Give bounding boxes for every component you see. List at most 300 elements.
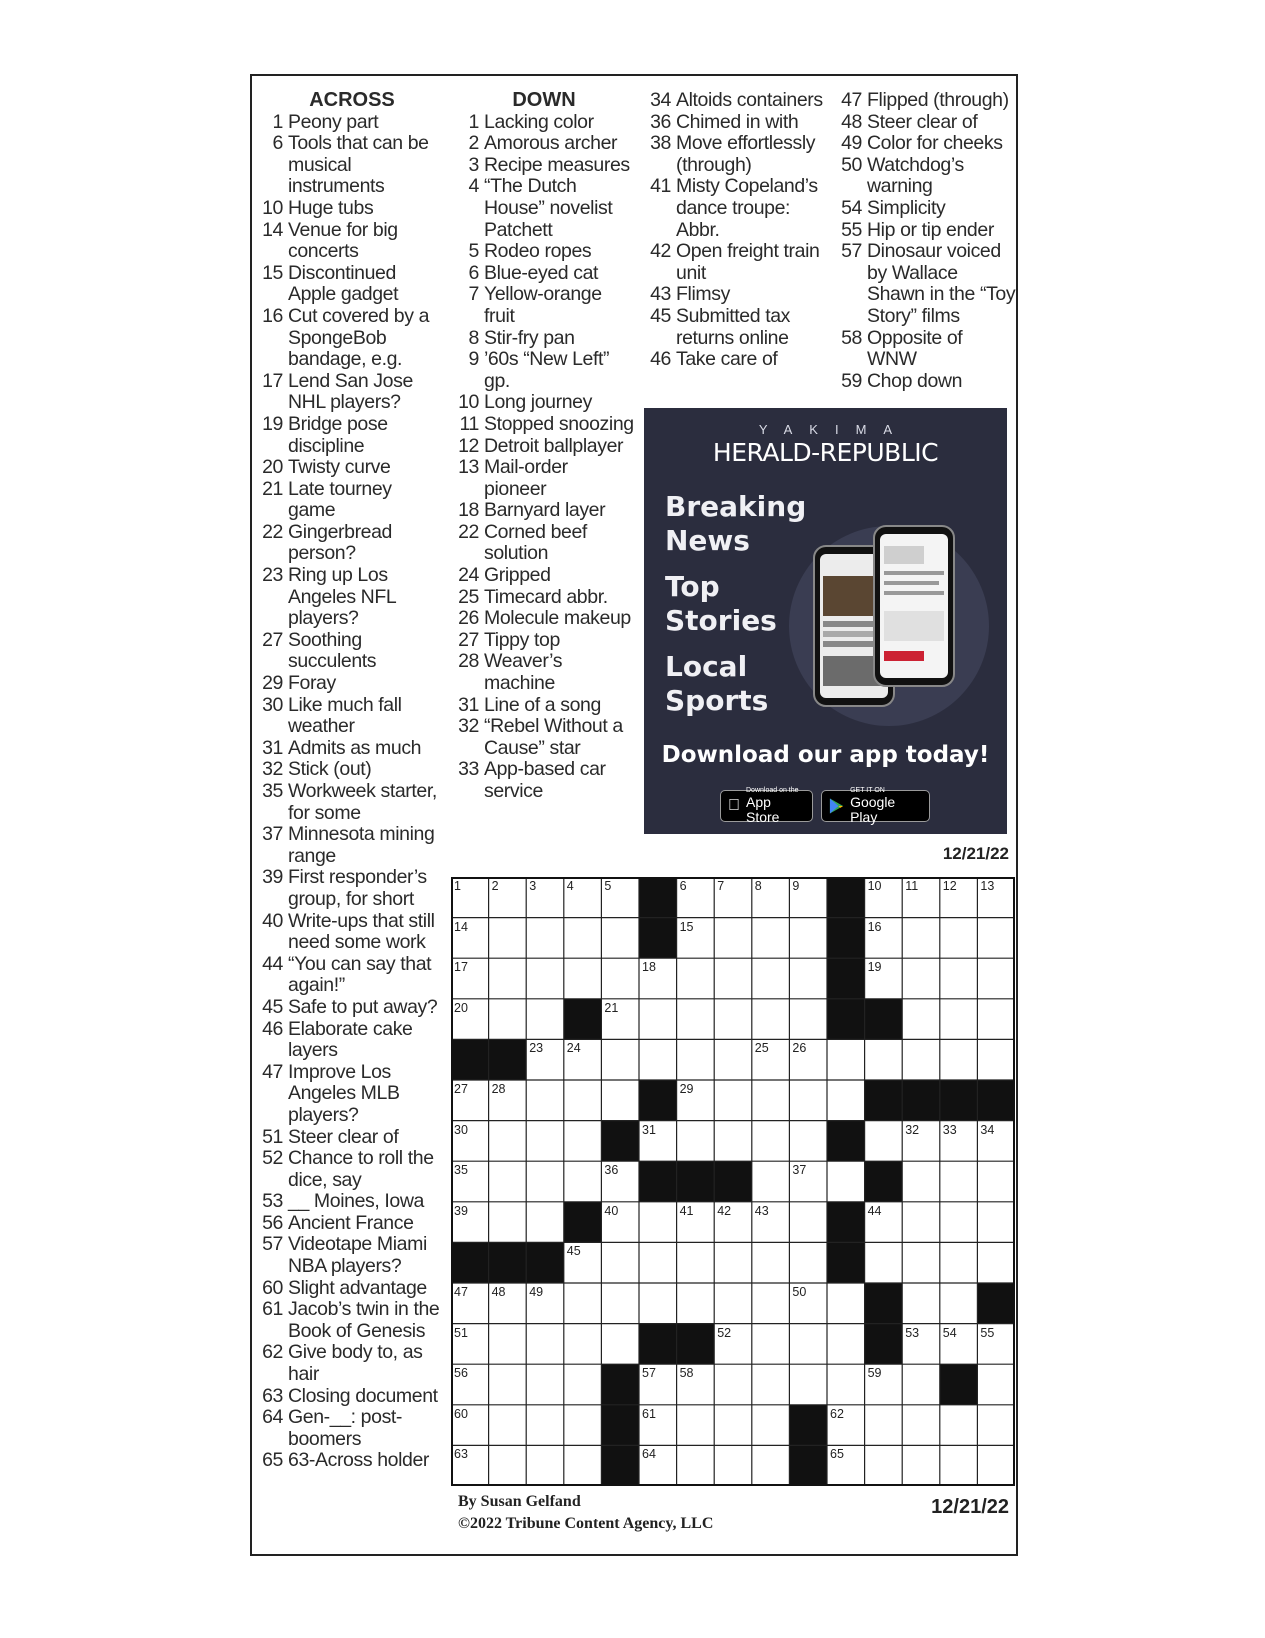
clue-item bbox=[261, 781, 443, 824]
clue-item bbox=[261, 1342, 443, 1385]
clue-item bbox=[453, 241, 635, 263]
clue-text: Yellow-orange fruit bbox=[484, 283, 602, 327]
clue-number: 5 bbox=[468, 240, 479, 263]
app-advertisement[interactable] bbox=[644, 408, 1007, 834]
cell-number: 37 bbox=[792, 1163, 807, 1178]
cell-number: 51 bbox=[454, 1325, 468, 1340]
clue-number: 49 bbox=[841, 132, 862, 155]
clue-item bbox=[645, 112, 835, 134]
clue-item bbox=[453, 155, 635, 177]
clue-text: Stick (out) bbox=[288, 758, 372, 781]
clue-text: Closing document bbox=[288, 1384, 438, 1407]
clue-number: 30 bbox=[262, 693, 283, 716]
clue-item bbox=[261, 1386, 443, 1408]
copyright: ©2022 Tribune Content Agency, LLC bbox=[458, 1515, 714, 1532]
clue-text: Detroit ballplayer bbox=[484, 434, 624, 457]
clue-item bbox=[261, 695, 443, 738]
clue-item bbox=[453, 414, 635, 436]
clue-item bbox=[645, 176, 835, 241]
cell-number: 3 bbox=[529, 879, 537, 893]
clue-number: 48 bbox=[841, 110, 862, 133]
clue-number: 47 bbox=[262, 1060, 283, 1083]
cell-number: 27 bbox=[454, 1082, 468, 1096]
cell-number: 6 bbox=[679, 879, 687, 893]
clue-item bbox=[261, 1278, 443, 1300]
clue-text: Minnesota mining range bbox=[288, 823, 435, 867]
clue-number: 50 bbox=[841, 153, 862, 176]
google-play-button[interactable] bbox=[821, 787, 930, 825]
clue-item bbox=[645, 90, 835, 112]
cell-number: 59 bbox=[867, 1366, 882, 1381]
clue-text: Color for cheeks bbox=[867, 132, 1003, 155]
clue-text: Lend San Jose NHL players? bbox=[288, 369, 413, 414]
cell-number: 50 bbox=[792, 1285, 807, 1299]
clue-text: Dinosaur voiced by Wallace Shawn in the “Toy Story” films bbox=[867, 240, 1016, 327]
clue-number: 34 bbox=[650, 89, 671, 111]
clue-number: 59 bbox=[841, 369, 862, 392]
clue-text: Stopped snoozing bbox=[484, 412, 634, 435]
clue-text: Lacking color bbox=[484, 110, 594, 133]
cell-number: 29 bbox=[679, 1082, 694, 1096]
ad-line-6: Sports bbox=[665, 684, 769, 717]
clue-number: 9 bbox=[468, 348, 479, 371]
clue-text: Soothing succulents bbox=[288, 628, 377, 673]
clue-text: Workweek starter, for some bbox=[288, 780, 437, 824]
clue-text: Huge tubs bbox=[288, 196, 374, 219]
clue-text: Steer clear of bbox=[288, 1125, 399, 1148]
clue-number: 22 bbox=[458, 520, 479, 543]
clue-item bbox=[645, 306, 835, 349]
brand-kicker: YAKIMA bbox=[758, 422, 910, 437]
cell-number: 13 bbox=[980, 879, 995, 893]
clue-item bbox=[453, 436, 635, 458]
across-header: ACROSS bbox=[309, 89, 395, 111]
cell-number: 35 bbox=[454, 1163, 468, 1178]
clue-item bbox=[836, 198, 1016, 220]
download-headline: Download our app today! bbox=[661, 742, 990, 768]
ad-line-2: News bbox=[665, 524, 750, 557]
cell-number: 49 bbox=[529, 1285, 544, 1299]
clue-text: Submitted tax returns online bbox=[676, 304, 791, 349]
clue-number: 57 bbox=[262, 1233, 283, 1256]
cell-number: 57 bbox=[642, 1366, 656, 1381]
clue-number: 65 bbox=[262, 1449, 283, 1472]
apple-icon bbox=[728, 797, 740, 815]
clue-item bbox=[261, 1234, 443, 1277]
clue-text: Open freight train unit bbox=[676, 240, 820, 284]
phone-icon bbox=[789, 516, 989, 736]
cell-number: 63 bbox=[454, 1447, 468, 1462]
clue-text: Watchdog’s warning bbox=[867, 153, 964, 198]
clue-text: 63-Across holder bbox=[288, 1449, 430, 1472]
cell-number: 40 bbox=[604, 1203, 619, 1218]
clue-item bbox=[261, 371, 443, 414]
clue-item bbox=[645, 284, 835, 306]
clue-item bbox=[261, 824, 443, 867]
clue-number: 3 bbox=[468, 153, 479, 176]
clue-item bbox=[261, 1148, 443, 1191]
cell-number: 58 bbox=[679, 1366, 694, 1381]
clue-number: 13 bbox=[458, 456, 479, 479]
clue-text: Admits as much bbox=[288, 736, 422, 759]
clue-text: Improve Los Angeles MLB players? bbox=[288, 1060, 400, 1126]
clue-text: Bridge pose discipline bbox=[288, 412, 388, 457]
clue-text: Tools that can be musical instruments bbox=[288, 132, 429, 198]
clue-item bbox=[453, 112, 635, 134]
clue-item bbox=[453, 759, 635, 802]
clue-number: 6 bbox=[272, 132, 283, 155]
clue-text: Late tourney game bbox=[288, 477, 392, 522]
clue-number: 61 bbox=[262, 1298, 283, 1321]
cell-number: 14 bbox=[454, 919, 468, 934]
clue-number: 1 bbox=[272, 110, 283, 133]
clue-text: Barnyard layer bbox=[484, 499, 606, 522]
clue-number: 51 bbox=[262, 1125, 283, 1148]
clue-text: Gripped bbox=[484, 564, 551, 587]
clue-number: 44 bbox=[262, 952, 283, 975]
clue-text: Foray bbox=[288, 672, 336, 695]
clue-item bbox=[836, 371, 1016, 393]
clue-text: ’60s “New Left” gp. bbox=[484, 348, 610, 392]
clue-text: “The Dutch House” novelist Patchett bbox=[484, 175, 613, 241]
cell-number: 18 bbox=[642, 960, 656, 975]
clue-text: Gingerbread person? bbox=[288, 520, 393, 565]
clue-item bbox=[261, 198, 443, 220]
clue-number: 18 bbox=[458, 499, 479, 522]
clue-number: 47 bbox=[841, 89, 862, 111]
clue-text: Ancient France bbox=[288, 1211, 414, 1234]
clue-item bbox=[261, 1191, 443, 1213]
cell-number: 11 bbox=[905, 879, 919, 893]
clue-text: Altoids containers bbox=[676, 89, 823, 111]
clue-number: 23 bbox=[262, 564, 283, 587]
clue-text: Tippy top bbox=[484, 628, 560, 651]
clue-number: 52 bbox=[262, 1147, 283, 1170]
cell-number: 8 bbox=[754, 879, 762, 893]
cell-number: 16 bbox=[867, 919, 882, 934]
cell-number: 56 bbox=[454, 1366, 468, 1381]
clue-number: 8 bbox=[468, 326, 479, 349]
clue-number: 40 bbox=[262, 909, 283, 932]
clue-item bbox=[261, 1450, 443, 1472]
clue-text: Chimed in with bbox=[676, 110, 799, 133]
clue-item bbox=[836, 220, 1016, 242]
clue-number: 32 bbox=[262, 758, 283, 781]
clue-item bbox=[261, 522, 443, 565]
clue-number: 7 bbox=[468, 283, 479, 306]
cell-number: 36 bbox=[604, 1163, 619, 1178]
google-play-big: Google Play bbox=[850, 794, 896, 825]
clue-number: 32 bbox=[458, 715, 479, 738]
clue-text: Move effortlessly (through) bbox=[676, 132, 816, 176]
clue-text: “You can say that again!” bbox=[288, 952, 432, 997]
clue-item bbox=[836, 133, 1016, 155]
grid-lines bbox=[451, 877, 1015, 1486]
clue-number: 33 bbox=[458, 758, 479, 781]
clue-text: Cut covered by a SpongeBob bandage, e.g. bbox=[288, 304, 430, 371]
clue-text: Safe to put away? bbox=[288, 995, 438, 1018]
clue-item bbox=[453, 695, 635, 717]
app-store-small: Download on the bbox=[734, 794, 787, 802]
clue-item bbox=[261, 112, 443, 134]
clue-number: 15 bbox=[262, 261, 283, 284]
cell-number: 41 bbox=[679, 1203, 694, 1218]
clue-text: Flimsy bbox=[676, 283, 730, 306]
cell-number: 15 bbox=[679, 919, 694, 934]
clue-item bbox=[261, 457, 443, 479]
clue-text: __ Moines, Iowa bbox=[288, 1190, 424, 1213]
clue-number: 4 bbox=[468, 175, 479, 198]
cell-number: 9 bbox=[792, 879, 800, 893]
clue-text: Line of a song bbox=[484, 693, 601, 716]
google-play-small: GET IT ON bbox=[850, 787, 885, 794]
clue-item bbox=[453, 284, 635, 327]
clue-number: 31 bbox=[262, 736, 283, 759]
clue-item bbox=[261, 565, 443, 630]
clue-text: Jacob’s twin in the Book of Genesis bbox=[288, 1298, 440, 1342]
cell-number: 10 bbox=[867, 879, 882, 893]
clue-item bbox=[261, 630, 443, 673]
clue-text: App-based car service bbox=[484, 758, 606, 802]
clue-item bbox=[453, 457, 635, 500]
clue-number: 26 bbox=[458, 607, 479, 630]
cell-number: 54 bbox=[942, 1325, 957, 1340]
clue-item bbox=[453, 608, 635, 630]
clue-text: Recipe measures bbox=[484, 153, 630, 176]
clue-item bbox=[453, 176, 635, 241]
cell-number: 32 bbox=[905, 1122, 920, 1137]
clue-item bbox=[836, 155, 1016, 198]
cell-number: 48 bbox=[491, 1285, 506, 1299]
clue-number: 31 bbox=[458, 693, 479, 716]
clue-number: 29 bbox=[262, 672, 283, 695]
clue-number: 25 bbox=[458, 585, 479, 608]
clue-item bbox=[261, 673, 443, 695]
clue-number: 12 bbox=[458, 434, 479, 457]
clue-item bbox=[261, 263, 443, 306]
cell-number: 34 bbox=[980, 1122, 995, 1137]
clue-text: Opposite of WNW bbox=[867, 326, 963, 371]
clue-item bbox=[453, 651, 635, 694]
clue-item bbox=[453, 263, 635, 285]
clue-number: 24 bbox=[458, 564, 479, 587]
clue-number: 19 bbox=[262, 412, 283, 435]
clue-item bbox=[836, 241, 1016, 327]
cell-number: 21 bbox=[604, 1000, 619, 1015]
down-clues bbox=[453, 90, 635, 803]
clue-number: 16 bbox=[262, 304, 283, 327]
cell-number: 31 bbox=[642, 1122, 656, 1137]
clue-number: 46 bbox=[262, 1017, 283, 1040]
clue-number: 56 bbox=[262, 1211, 283, 1234]
clue-number: 35 bbox=[262, 780, 283, 802]
clue-item bbox=[261, 954, 443, 997]
clue-number: 42 bbox=[650, 240, 671, 263]
clue-text: Chop down bbox=[867, 369, 963, 392]
clue-text: Take care of bbox=[676, 348, 778, 371]
clue-text: Hip or tip ender bbox=[867, 218, 994, 241]
clue-text: Elaborate cake layers bbox=[288, 1017, 413, 1062]
cell-number: 55 bbox=[980, 1325, 995, 1340]
clue-text: Timecard abbr. bbox=[484, 585, 608, 608]
clue-number: 45 bbox=[262, 995, 283, 1018]
clue-text: Discontinued Apple gadget bbox=[288, 261, 399, 306]
clue-number: 6 bbox=[468, 261, 479, 284]
clue-text: Slight advantage bbox=[288, 1276, 427, 1299]
cell-number: 23 bbox=[529, 1041, 544, 1056]
clue-text: Weaver’s machine bbox=[484, 650, 563, 695]
clue-number: 38 bbox=[650, 132, 671, 155]
phone-illustration bbox=[789, 526, 989, 726]
cell-number: 53 bbox=[905, 1325, 920, 1340]
clue-number: 39 bbox=[262, 866, 283, 889]
clue-item bbox=[261, 1213, 443, 1235]
cell-number: 47 bbox=[454, 1285, 468, 1299]
clue-number: 55 bbox=[841, 218, 862, 241]
clue-number: 63 bbox=[262, 1384, 283, 1407]
clue-number: 36 bbox=[650, 110, 671, 133]
clue-number: 46 bbox=[650, 348, 671, 371]
cell-number: 17 bbox=[454, 960, 468, 975]
brand-name: HERALD-REPUBLIC bbox=[712, 438, 939, 467]
cell-number: 33 bbox=[942, 1122, 957, 1137]
cell-number: 43 bbox=[754, 1203, 769, 1218]
clue-text: Stir-fry pan bbox=[484, 326, 575, 349]
cell-number: 62 bbox=[830, 1406, 844, 1421]
clue-item bbox=[453, 587, 635, 609]
clue-number: 27 bbox=[458, 628, 479, 651]
clue-number: 28 bbox=[458, 650, 479, 673]
clue-item bbox=[453, 565, 635, 587]
clue-text: Steer clear of bbox=[867, 110, 978, 133]
google-play-icon bbox=[829, 797, 844, 815]
clue-item bbox=[261, 479, 443, 522]
clue-number: 10 bbox=[458, 391, 479, 414]
clue-number: 10 bbox=[262, 196, 283, 219]
clue-item bbox=[261, 220, 443, 263]
app-store-button[interactable] bbox=[720, 790, 813, 822]
date-top: 12/21/22 bbox=[942, 844, 1009, 863]
cell-number: 39 bbox=[454, 1203, 468, 1218]
clue-text: Amorous archer bbox=[484, 132, 618, 155]
clue-item bbox=[836, 90, 1016, 112]
cell-number: 24 bbox=[566, 1041, 581, 1056]
down-clues-continued bbox=[645, 90, 835, 371]
clue-text: Mail-order pioneer bbox=[484, 456, 568, 500]
cell-number: 28 bbox=[491, 1082, 506, 1096]
cell-number: 61 bbox=[642, 1406, 656, 1421]
clue-item bbox=[261, 306, 443, 371]
cell-number: 45 bbox=[566, 1244, 581, 1259]
clue-item bbox=[645, 133, 835, 176]
ad-line-3: Top bbox=[665, 570, 720, 603]
clue-item bbox=[261, 414, 443, 457]
clue-number: 22 bbox=[262, 520, 283, 543]
author: By Susan Gelfand bbox=[458, 1493, 581, 1510]
clue-item bbox=[261, 133, 443, 198]
ad-line-4: Stories bbox=[665, 604, 777, 637]
clue-text: Venue for big concerts bbox=[288, 218, 398, 263]
clue-text: Corned beef solution bbox=[484, 520, 587, 565]
clue-number: 14 bbox=[262, 218, 283, 241]
clue-item bbox=[453, 500, 635, 522]
clue-item bbox=[453, 133, 635, 155]
clue-number: 57 bbox=[841, 240, 862, 263]
clue-text: Misty Copeland’s dance troupe: Abbr. bbox=[676, 175, 818, 241]
clue-text: Peony part bbox=[288, 110, 379, 133]
clue-text: “Rebel Without a Cause” star bbox=[484, 715, 623, 759]
cell-number: 44 bbox=[867, 1203, 882, 1218]
ad-line-1: Breaking bbox=[665, 490, 807, 523]
clue-number: 64 bbox=[262, 1406, 283, 1429]
clue-item bbox=[261, 1407, 443, 1450]
cell-number: 7 bbox=[717, 879, 725, 893]
clue-item bbox=[645, 349, 835, 371]
cell-number: 5 bbox=[604, 879, 612, 893]
clue-number: 43 bbox=[650, 283, 671, 306]
clue-text: Gen-__: post-boomers bbox=[288, 1406, 403, 1450]
clue-number: 21 bbox=[262, 477, 283, 500]
ad-line-5: Local bbox=[665, 650, 748, 683]
clue-number: 41 bbox=[650, 175, 671, 198]
clue-text: Blue-eyed cat bbox=[484, 261, 599, 284]
cell-number: 30 bbox=[454, 1122, 468, 1137]
cell-number: 26 bbox=[792, 1041, 807, 1056]
clue-item bbox=[261, 867, 443, 910]
clue-item bbox=[453, 716, 635, 759]
cell-number: 42 bbox=[717, 1203, 732, 1218]
clue-text: Videotape Miami NBA players? bbox=[288, 1233, 427, 1278]
clue-item bbox=[261, 911, 443, 954]
cell-number: 2 bbox=[491, 879, 499, 893]
clue-text: Molecule makeup bbox=[484, 607, 631, 630]
cell-number: 64 bbox=[642, 1447, 656, 1462]
clue-number: 11 bbox=[459, 412, 479, 435]
down-clues-continued-2 bbox=[836, 90, 1016, 392]
clue-item bbox=[261, 1299, 443, 1342]
cell-number: 60 bbox=[454, 1406, 468, 1421]
clue-number: 20 bbox=[262, 456, 283, 479]
clue-text: Write-ups that still need some work bbox=[288, 909, 435, 954]
down-header: DOWN bbox=[512, 89, 576, 111]
clue-item bbox=[453, 392, 635, 414]
clue-item bbox=[453, 328, 635, 350]
clue-item bbox=[261, 1062, 443, 1127]
clue-item bbox=[261, 997, 443, 1019]
clue-number: 37 bbox=[262, 823, 283, 846]
clue-text: Give body to, as hair bbox=[288, 1341, 423, 1386]
clue-text: Twisty curve bbox=[288, 456, 391, 479]
clue-item bbox=[836, 328, 1016, 371]
clue-item bbox=[836, 112, 1016, 134]
clue-text: First responder’s group, for short bbox=[288, 866, 427, 910]
clue-text: Long journey bbox=[484, 391, 592, 414]
clue-number: 1 bbox=[468, 110, 479, 133]
clue-item bbox=[453, 630, 635, 652]
cell-number: 25 bbox=[754, 1041, 769, 1056]
clue-item bbox=[453, 349, 635, 392]
clue-number: 53 bbox=[262, 1190, 283, 1213]
date-bottom: 12/21/22 bbox=[931, 1496, 1009, 1518]
cell-number: 20 bbox=[454, 1000, 468, 1015]
clue-text: Chance to roll the dice, say bbox=[288, 1147, 434, 1191]
cell-number: 19 bbox=[867, 960, 882, 975]
cell-number: 65 bbox=[830, 1447, 844, 1462]
clue-item bbox=[261, 738, 443, 760]
clue-number: 62 bbox=[262, 1341, 283, 1364]
app-store-big: App Store bbox=[734, 801, 797, 818]
clue-number: 27 bbox=[262, 628, 283, 651]
